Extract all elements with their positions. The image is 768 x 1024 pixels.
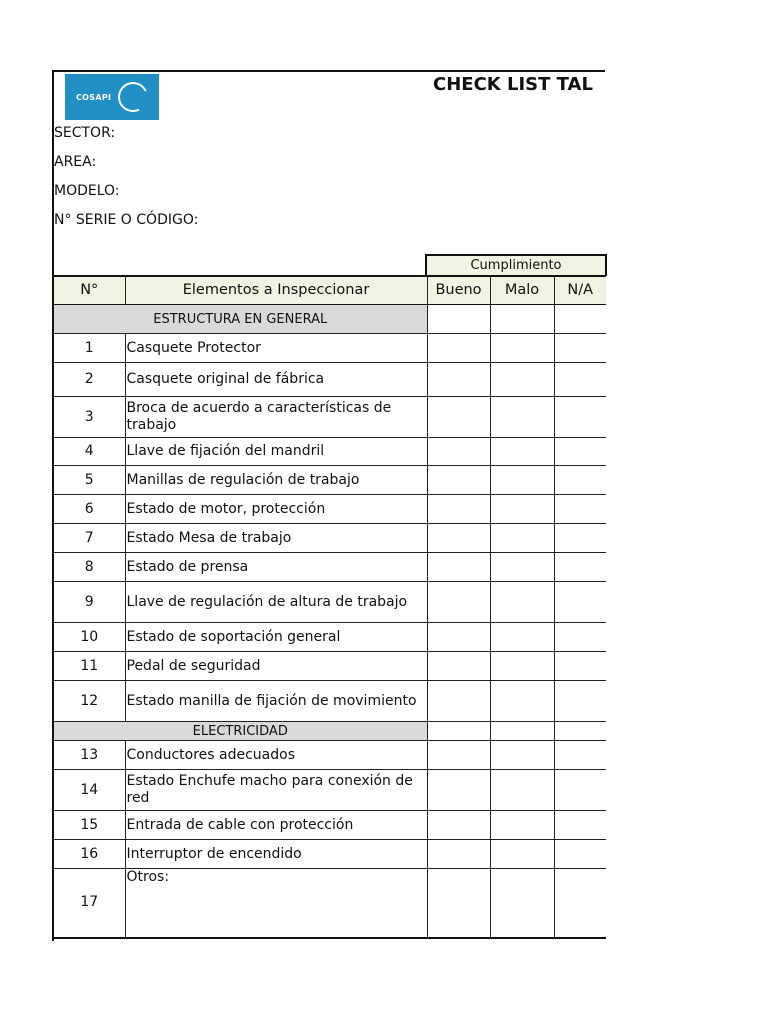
malo-cell[interactable] xyxy=(490,363,554,397)
row-number: 7 xyxy=(53,524,125,553)
table-row xyxy=(53,363,606,397)
bueno-cell[interactable] xyxy=(427,397,490,438)
row-number: 9 xyxy=(53,582,125,623)
na-cell[interactable] xyxy=(554,811,606,840)
na-cell[interactable] xyxy=(554,553,606,582)
malo-cell[interactable] xyxy=(490,681,554,722)
row-number: 15 xyxy=(53,811,125,840)
na-cell[interactable] xyxy=(554,582,606,623)
row-number: 1 xyxy=(53,334,125,363)
row-number: 5 xyxy=(53,466,125,495)
row-element: Casquete original de fábrica xyxy=(125,363,427,397)
row-element: Estado de motor, protección xyxy=(125,495,427,524)
na-cell[interactable] xyxy=(554,305,606,334)
row-number: 14 xyxy=(53,770,125,811)
table-row xyxy=(53,811,606,840)
header-bueno: Bueno xyxy=(427,276,490,305)
bueno-cell[interactable] xyxy=(427,840,490,869)
row-element: Llave de regulación de altura de trabajo xyxy=(125,582,427,623)
header-element: Elementos a Inspeccionar xyxy=(125,276,427,305)
table-row xyxy=(53,438,606,466)
header-na: N/A xyxy=(554,276,606,305)
section-label: ELECTRICIDAD xyxy=(53,722,427,741)
bueno-cell[interactable] xyxy=(427,363,490,397)
table-row xyxy=(53,495,606,524)
row-number: 4 xyxy=(53,438,125,466)
malo-cell[interactable] xyxy=(490,582,554,623)
na-cell[interactable] xyxy=(554,770,606,811)
inspection-table xyxy=(52,275,606,939)
malo-cell[interactable] xyxy=(490,811,554,840)
row-element: Manillas de regulación de trabajo xyxy=(125,466,427,495)
bueno-cell[interactable] xyxy=(427,623,490,652)
row-number: 13 xyxy=(53,741,125,770)
na-cell[interactable] xyxy=(554,840,606,869)
bueno-cell[interactable] xyxy=(427,305,490,334)
bueno-cell[interactable] xyxy=(427,582,490,623)
na-cell[interactable] xyxy=(554,652,606,681)
malo-cell[interactable] xyxy=(490,524,554,553)
sector-label: SECTOR: xyxy=(54,125,116,141)
na-cell[interactable] xyxy=(554,363,606,397)
bueno-cell[interactable] xyxy=(427,770,490,811)
malo-cell[interactable] xyxy=(490,397,554,438)
malo-cell[interactable] xyxy=(490,869,554,938)
na-cell[interactable] xyxy=(554,741,606,770)
section-row xyxy=(53,305,606,334)
row-element: Interruptor de encendido xyxy=(125,840,427,869)
row-element: Estado Enchufe macho para conexión de red xyxy=(125,770,427,811)
na-cell[interactable] xyxy=(554,623,606,652)
table-row xyxy=(53,652,606,681)
area-label: AREA: xyxy=(54,154,97,170)
section-label: ESTRUCTURA EN GENERAL xyxy=(53,305,427,334)
bueno-cell[interactable] xyxy=(427,681,490,722)
na-cell[interactable] xyxy=(554,722,606,741)
malo-cell[interactable] xyxy=(490,623,554,652)
table-row xyxy=(53,582,606,623)
row-element: Pedal de seguridad xyxy=(125,652,427,681)
na-cell[interactable] xyxy=(554,869,606,938)
bueno-cell[interactable] xyxy=(427,524,490,553)
malo-cell[interactable] xyxy=(490,770,554,811)
logo-ring-icon xyxy=(114,78,152,116)
malo-cell[interactable] xyxy=(490,305,554,334)
na-cell[interactable] xyxy=(554,681,606,722)
row-element: Casquete Protector xyxy=(125,334,427,363)
row-number: 11 xyxy=(53,652,125,681)
bueno-cell[interactable] xyxy=(427,438,490,466)
bueno-cell[interactable] xyxy=(427,652,490,681)
na-cell[interactable] xyxy=(554,334,606,363)
row-number: 2 xyxy=(53,363,125,397)
table-row xyxy=(53,397,606,438)
malo-cell[interactable] xyxy=(490,438,554,466)
document-title: CHECK LIST TAL xyxy=(433,74,593,95)
header-malo: Malo xyxy=(490,276,554,305)
malo-cell[interactable] xyxy=(490,466,554,495)
table-row xyxy=(53,334,606,363)
modelo-label: MODELO: xyxy=(54,183,120,199)
malo-cell[interactable] xyxy=(490,652,554,681)
row-element: Estado de prensa xyxy=(125,553,427,582)
row-element: Estado de soportación general xyxy=(125,623,427,652)
table-row xyxy=(53,553,606,582)
row-number: 6 xyxy=(53,495,125,524)
bueno-cell[interactable] xyxy=(427,466,490,495)
row-element: Otros: xyxy=(125,869,427,938)
row-number: 17 xyxy=(53,869,125,938)
section-row xyxy=(53,722,606,741)
bueno-cell[interactable] xyxy=(427,722,490,741)
row-number: 16 xyxy=(53,840,125,869)
malo-cell[interactable] xyxy=(490,334,554,363)
row-element: Conductores adecuados xyxy=(125,741,427,770)
table-row xyxy=(53,770,606,811)
header-num: N° xyxy=(53,276,125,305)
row-element: Llave de fijación del mandril xyxy=(125,438,427,466)
table-row xyxy=(53,623,606,652)
table-header-row xyxy=(53,276,606,305)
cumplimiento-header: Cumplimiento xyxy=(425,254,607,276)
bueno-cell[interactable] xyxy=(427,334,490,363)
row-number: 3 xyxy=(53,397,125,438)
bueno-cell[interactable] xyxy=(427,869,490,938)
table-row xyxy=(53,466,606,495)
table-row xyxy=(53,681,606,722)
table-row xyxy=(53,524,606,553)
bueno-cell[interactable] xyxy=(427,741,490,770)
na-cell[interactable] xyxy=(554,397,606,438)
row-element: Estado Mesa de trabajo xyxy=(125,524,427,553)
table-row xyxy=(53,869,606,938)
malo-cell[interactable] xyxy=(490,741,554,770)
row-element: Entrada de cable con protección xyxy=(125,811,427,840)
table-row xyxy=(53,840,606,869)
na-cell[interactable] xyxy=(554,524,606,553)
bueno-cell[interactable] xyxy=(427,495,490,524)
row-element: Broca de acuerdo a características de trabajo xyxy=(125,397,427,438)
malo-cell[interactable] xyxy=(490,553,554,582)
row-number: 12 xyxy=(53,681,125,722)
na-cell[interactable] xyxy=(554,495,606,524)
cosapi-logo xyxy=(65,74,159,120)
row-element: Estado manilla de fijación de movimiento xyxy=(125,681,427,722)
malo-cell[interactable] xyxy=(490,495,554,524)
row-number: 10 xyxy=(53,623,125,652)
logo-text: COSAPI xyxy=(76,92,112,102)
checklist-sheet xyxy=(52,70,605,941)
malo-cell[interactable] xyxy=(490,840,554,869)
bueno-cell[interactable] xyxy=(427,811,490,840)
serie-label: N° SERIE O CÓDIGO: xyxy=(54,212,199,228)
malo-cell[interactable] xyxy=(490,722,554,741)
row-number: 8 xyxy=(53,553,125,582)
bueno-cell[interactable] xyxy=(427,553,490,582)
na-cell[interactable] xyxy=(554,466,606,495)
table-row xyxy=(53,741,606,770)
na-cell[interactable] xyxy=(554,438,606,466)
